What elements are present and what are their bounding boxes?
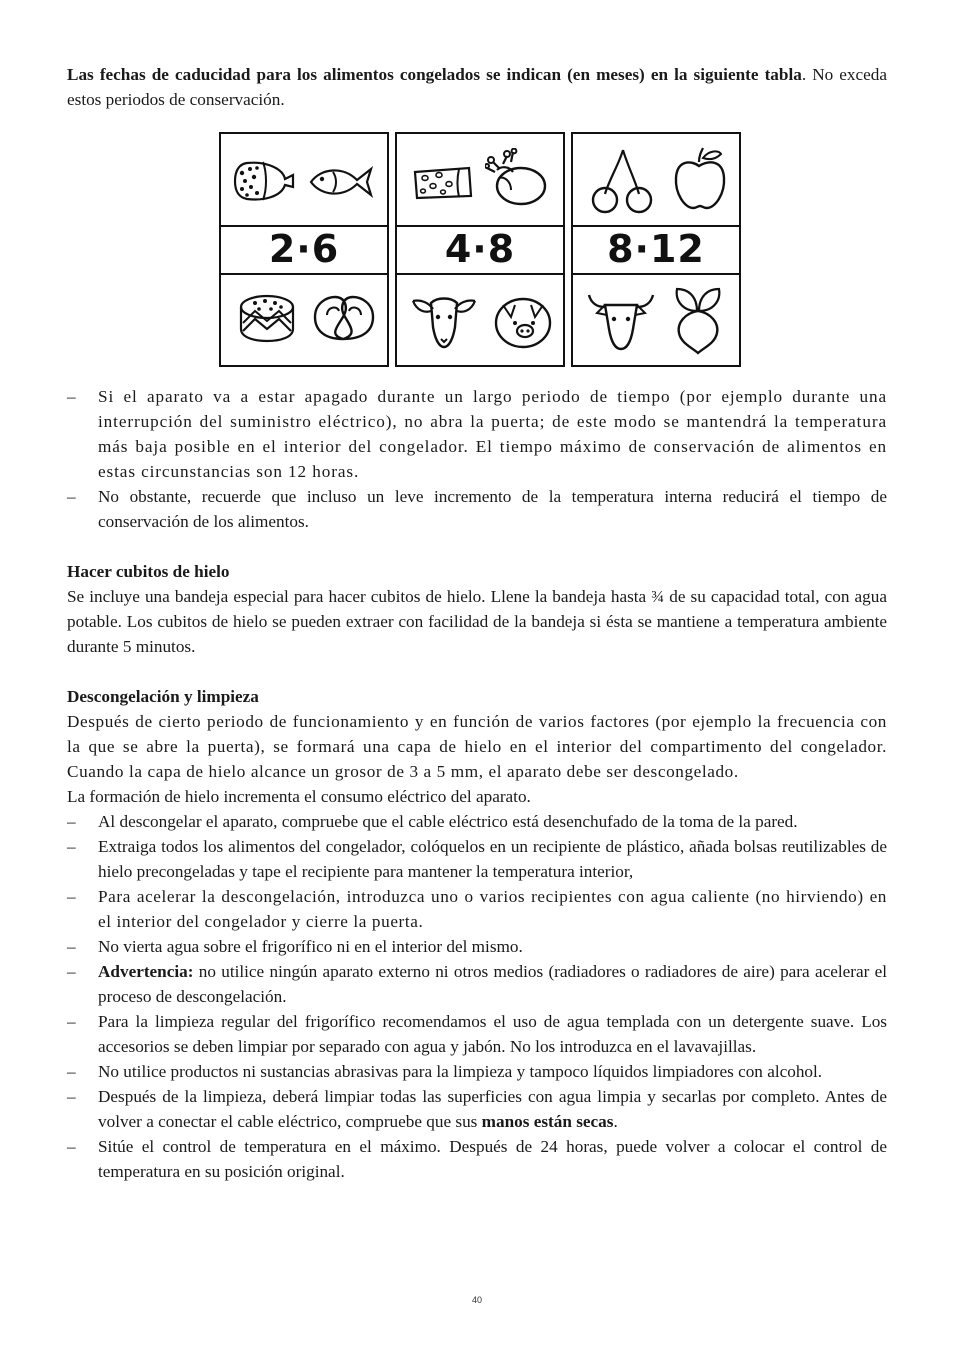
- apple-icon: [673, 146, 727, 212]
- list-item: – Para la limpieza regular del frigorífico recomendamos el uso de agua templada con un detergente suave. Los accesorios se deben limpiar por separado con agua y jabón. No los introduzca en el lavavajillas.: [67, 1012, 887, 1056]
- warning-label: Advertencia:: [98, 962, 194, 981]
- list-item: – Extraiga todos los alimentos del congelador, colóquelos en un recipiente de plástico, añada bolsas reutilizables de hielo precongeladas y tape el recipiente para mantener la temperatura interior,: [67, 837, 887, 881]
- list-item: – Al descongelar el aparato, compruebe que el cable eléctrico está desenchufado de la toma de la pared.: [67, 812, 798, 831]
- intro-paragraph: [67, 62, 887, 112]
- beet-icon: [673, 287, 723, 355]
- months-label-2: 4·8: [444, 226, 516, 271]
- list-item: – Para acelerar la descongelación, introduzca uno o varios recipientes con agua caliente (no hirviendo) en el interior del congelador y cierre la puerta.: [67, 887, 887, 931]
- storage-times-table: [219, 132, 741, 369]
- sheep-icon: [411, 291, 477, 349]
- ice-paragraph: Se incluye una bandeja especial para hacer cubitos de hielo. Llene la bandeja hasta ¾ de su capacidad total, con agua potable. Los cubitos de hielo se pueden extraer con facilidad de la bandeja si ésta se mantiene a temperatura ambiente durante 5 minutos.: [67, 587, 887, 656]
- defrost-note: La formación de hielo incrementa el consumo eléctrico del aparato.: [67, 787, 531, 806]
- cow-icon: [587, 291, 655, 351]
- intro-rest: . No exceda estos periodos de conservación.: [67, 65, 887, 109]
- intro-bold: Las fechas de caducidad para los alimentos congelados se indican (en meses) en la siguiente tabla: [67, 65, 802, 84]
- defrost-heading: Descongelación y limpieza: [67, 687, 259, 706]
- list-item: – No vierta agua sobre el frigorífico ni en el interior del mismo.: [67, 937, 523, 956]
- cake-icon: [237, 293, 301, 343]
- defrost-paragraph: Después de cierto periodo de funcionamiento y en función de varios factores (por ejemplo la frecuencia con la que se abre la puerta), se formará una capa de hielo en el interior del compartimento del congelador. Cuando la capa de hielo alcance un grosor de 3 a 5 mm, el aparato debe ser descongelado.: [67, 712, 887, 781]
- page-number: 40: [471, 1295, 482, 1305]
- page-content: [67, 62, 887, 1184]
- storage-column-2: [395, 132, 565, 367]
- months-label-1: 2·6: [268, 226, 340, 271]
- pig-icon: [493, 293, 553, 349]
- storage-column-3: [571, 132, 741, 367]
- storage-column-1: [219, 132, 389, 367]
- defrost-steps: [67, 809, 887, 1184]
- list-item: – Advertencia: no utilice ningún aparato externo ni otros medios (radiadores o radiadores de aire) para acelerar el proceso de descongelación.: [67, 962, 887, 1006]
- list-item: – Sitúe el control de temperatura en el máximo. Después de 24 horas, puede volver a colocar el control de temperatura en su posición original.: [67, 1137, 887, 1181]
- list-item: – No obstante, recuerde que incluso un leve incremento de la temperatura interna reducirá el tiempo de conservación de los alimentos.: [67, 487, 887, 531]
- list-item: – Después de la limpieza, deberá limpiar todas las superficies con agua limpia y secarlas por completo. Antes de volver a conectar el cable eléctrico, compruebe que sus manos están secas.: [67, 1087, 887, 1131]
- cheese-icon: [413, 166, 473, 200]
- ice-heading: Hacer cubitos de hielo: [67, 562, 230, 581]
- list-item: – No utilice productos ni sustancias abrasivas para la limpieza y tampoco líquidos limpiadores con alcohol.: [67, 1062, 823, 1081]
- sausage-icon: [233, 159, 295, 203]
- list-item: – Si el aparato va a estar apagado durante un largo periodo de tiempo (por ejemplo durante una interrupción del suministro eléctrico), no abra la puerta; de este modo se mantendrá la temperatura más baja posible en el interior del congelador. El tiempo máximo de conservación de alimentos en estas circunstancias son 12 horas.: [67, 387, 887, 481]
- fish-icon: [307, 164, 375, 200]
- chicken-icon: [485, 148, 549, 208]
- power-off-notes: [67, 384, 887, 534]
- dry-hands-emphasis: manos están secas: [481, 1112, 614, 1131]
- months-label-3: 8·12: [607, 226, 705, 271]
- pretzel-icon: [313, 293, 375, 343]
- cherries-icon: [591, 148, 655, 214]
